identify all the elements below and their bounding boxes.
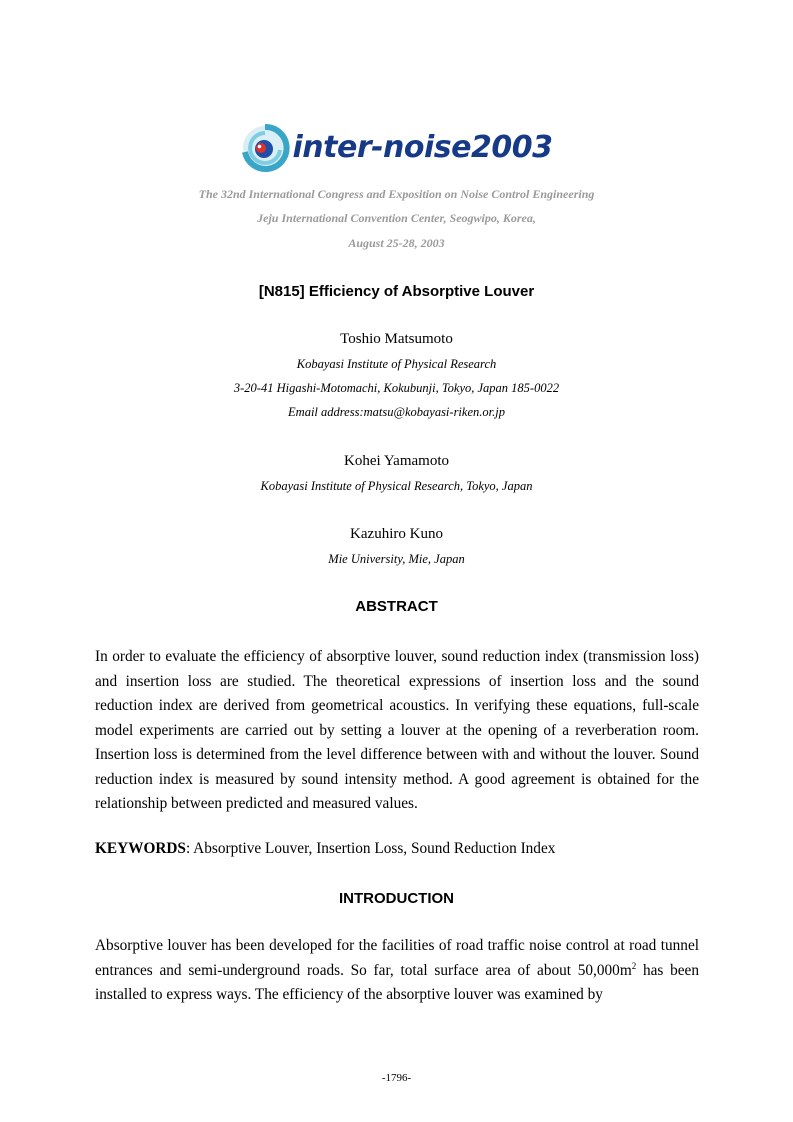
author-email: Email address:matsu@kobayasi-riken.or.jp	[288, 405, 505, 419]
logo-wordmark: inter-noise2003	[292, 130, 553, 165]
conference-logo	[0, 120, 793, 176]
conference-name: The 32nd International Congress and Exposition on Noise Control Engineering	[198, 187, 595, 201]
keywords-label: KEYWORDS	[95, 840, 186, 857]
page-number: -1796-	[381, 1072, 412, 1084]
introduction-text-part: Absorptive louver has been developed for the facilities of road traffic noise control at road tunnel entrances and semi-underground roads. So far, total surface area of about 50,000m	[95, 937, 699, 979]
author-name: Kazuhiro Kuno	[350, 526, 443, 542]
swirl-logo-icon	[240, 122, 290, 174]
introduction-text	[95, 934, 699, 1008]
author-affiliation: Kobayasi Institute of Physical Research	[296, 357, 497, 371]
superscript: 2	[631, 960, 637, 971]
conference-venue: Jeju International Convention Center, Seogwipo, Korea,	[257, 211, 536, 225]
keywords-line	[95, 840, 699, 858]
author-affiliation: Kobayasi Institute of Physical Research, Tokyo, Japan	[260, 479, 533, 493]
author-address: 3-20-41 Higashi-Motomachi, Kokubunji, Tokyo, Japan 185-0022	[233, 381, 560, 395]
introduction-text-part: has been installed to express ways. The efficiency of the absorptive louver was examined by	[95, 961, 699, 1003]
paper-title: [N815] Efficiency of Absorptive Louver	[258, 283, 535, 300]
author-name: Kohei Yamamoto	[344, 453, 449, 469]
author-affiliation: Mie University, Mie, Japan	[328, 552, 465, 566]
introduction-heading: INTRODUCTION	[339, 890, 454, 907]
conference-dates: August 25-28, 2003	[348, 236, 445, 250]
abstract-heading: ABSTRACT	[355, 598, 438, 615]
abstract-text: In order to evaluate the efficiency of absorptive louver, sound reduction index (transmission loss) and insertion loss are studied. The theoretical expressions of insertion loss and the sound reduction index are derived from geometrical acoustics. In verifying these equations, full-scale model experiments are carried out by setting a louver at the opening of a reverberation room. Insertion loss is determined from the level difference between with and without the louver. Sound reduction index is measured by sound intensity method. A good agreement is obtained for the relationship between predicted and measured values.	[95, 648, 699, 812]
keywords-text: : Absorptive Louver, Insertion Loss, Sound Reduction Index	[185, 840, 556, 857]
author-name: Toshio Matsumoto	[340, 331, 453, 347]
